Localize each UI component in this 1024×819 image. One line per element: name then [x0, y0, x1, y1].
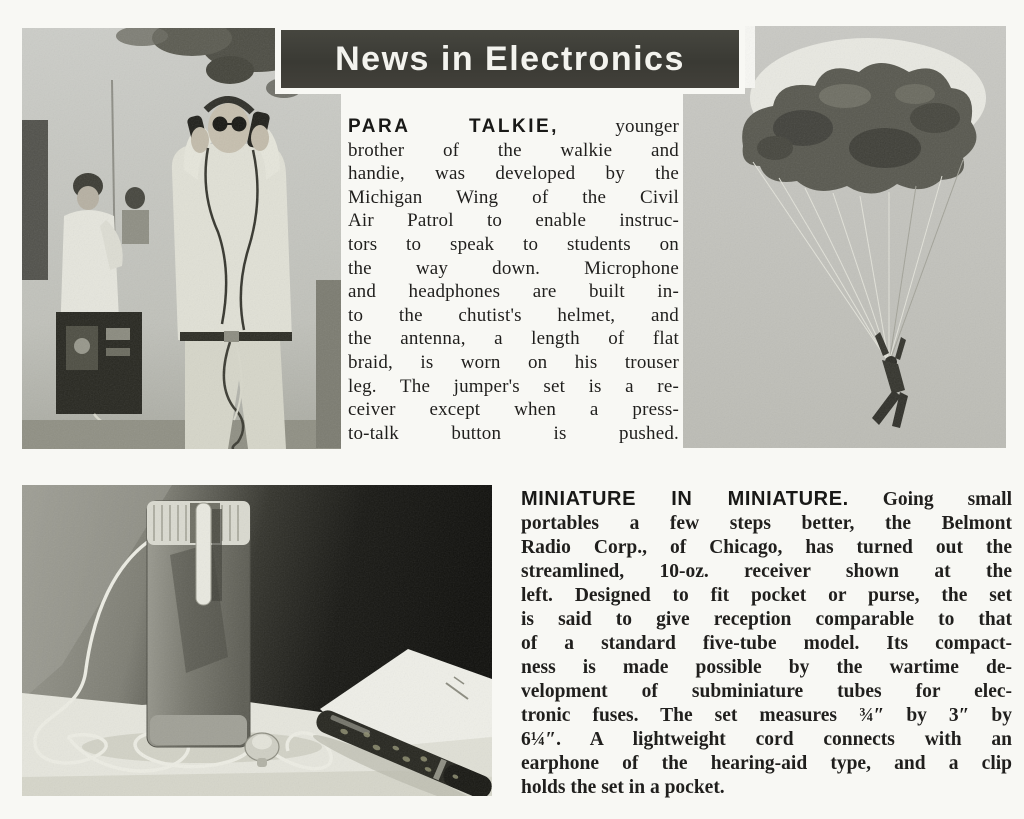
- text-line: ceiver except when a press-: [348, 399, 679, 421]
- text-line: holds the set in a pocket.: [521, 777, 725, 798]
- text-line: PARA TALKIE, younger: [348, 116, 679, 137]
- text-line: tronic fuses. The set measures ¾″ by 3″ by: [521, 705, 1012, 726]
- text-line: ness is made possible by the wartime de-: [521, 657, 1012, 678]
- text-line: of a standard five-tube model. Its compact-: [521, 633, 1012, 654]
- text-line: MINIATURE IN MINIATURE. Going small: [521, 488, 1012, 510]
- text-line: the way down. Microphone: [348, 257, 679, 279]
- text-line: to-talk button is pushed.: [348, 422, 679, 444]
- text-line: streamlined, 10-oz. receiver shown at the: [521, 561, 1012, 582]
- text-line: is said to give reception comparable to that: [521, 609, 1012, 630]
- text-line: Michigan Wing of the Civil: [348, 186, 679, 208]
- text-line: and headphones are built in-: [348, 281, 679, 303]
- text-line: 6¼″. A lightweight cord connects with an: [521, 729, 1012, 750]
- text-line: tors to speak to students on: [348, 233, 679, 255]
- text-line: leg. The jumper's set is a re-: [348, 375, 679, 397]
- text-line: left. Designed to fit pocket or purse, the set: [521, 585, 1012, 606]
- article-leadin: PARA TALKIE,: [348, 116, 559, 137]
- section-header-bar: [281, 30, 739, 88]
- page-title: News in Electronics: [335, 39, 685, 78]
- text-line: portables a few steps better, the Belmont: [521, 513, 1012, 534]
- article-leadin: MINIATURE IN MINIATURE.: [521, 488, 849, 510]
- text-line: to the chutist's helmet, and: [348, 304, 679, 326]
- text-line: earphone of the hearing-aid type, and a clip: [521, 753, 1012, 774]
- text-line: handie, was developed by the: [348, 163, 679, 185]
- article-para-talkie: [348, 115, 679, 445]
- article-miniature-in-miniature: [521, 487, 1012, 800]
- text-line: Air Patrol to enable instruc-: [348, 210, 679, 232]
- text-line: Radio Corp., of Chicago, has turned out the: [521, 537, 1012, 558]
- text-line: the antenna, a length of flat: [348, 328, 679, 350]
- para-talkie-photo: [22, 28, 341, 449]
- text-line: velopment of subminiature tubes for elec-: [521, 681, 1012, 702]
- parachutist-photo: [683, 26, 1006, 448]
- text-line: braid, is worn on his trouser: [348, 351, 679, 373]
- miniature-radio-photo: [22, 485, 492, 796]
- text-line: brother of the walkie and: [348, 139, 679, 161]
